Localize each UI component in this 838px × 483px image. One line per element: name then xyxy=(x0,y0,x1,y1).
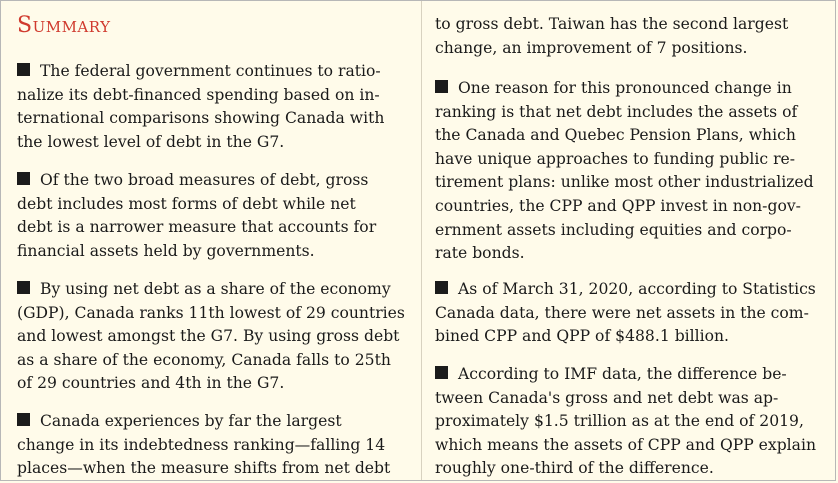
bullet-icon xyxy=(17,413,30,426)
left-column xyxy=(17,1,413,480)
summary-paragraph: Canada experiences by far the largest change in its indebtedness ranking—falling 14 places—when the measure shifts from net debt xyxy=(17,412,391,478)
bullet-icon xyxy=(17,281,30,294)
summary-paragraph: The federal government continues to ratio- nalize its debt-financed spending based on in- ternational comparisons showing Canada with the lowest level of debt in the G7. xyxy=(17,62,385,151)
bullet-icon xyxy=(17,172,30,185)
right-column xyxy=(435,1,827,480)
summary-paragraph: As of March 31, 2020, according to Statistics Canada data, there were net assets in the com- bined CPP and QPP of $488.1 billion. xyxy=(435,280,816,346)
summary-paragraph-continued: to gross debt. Taiwan has the second largest change, an improvement of 7 positions. xyxy=(435,15,789,57)
column-divider xyxy=(421,1,422,480)
bullet-icon xyxy=(435,80,448,93)
summary-title: Summary xyxy=(17,13,111,38)
bullet-icon xyxy=(17,63,30,76)
summary-paragraph: According to IMF data, the difference be- tween Canada's gross and net debt was ap- proximately $1.5 trillion as at the end of 2019, which means the assets of CPP and QPP explain roughly one-third of the difference. xyxy=(435,365,816,478)
bullet-icon xyxy=(435,366,448,379)
summary-paragraph: Of the two broad measures of debt, gross debt includes most forms of debt while net debt is a narrower measure that accounts for financial assets held by governments. xyxy=(17,171,377,260)
summary-paragraph: By using net debt as a share of the economy (GDP), Canada ranks 11th lowest of 29 countries and lowest amongst the G7. By using gross debt as a share of the economy, Canada falls to 25th of 29 countries and 4th in the G7. xyxy=(17,280,405,393)
summary-paragraph: One reason for this pronounced change in ranking is that net debt includes the assets of the Canada and Quebec Pension Plans, which have unique approaches to funding public re- tirement plans: unlike most other industrialized countries, the CPP and QPP invest in non-gov- ernment assets including equities and corpo- rate bonds. xyxy=(435,79,814,263)
bullet-icon xyxy=(435,281,448,294)
